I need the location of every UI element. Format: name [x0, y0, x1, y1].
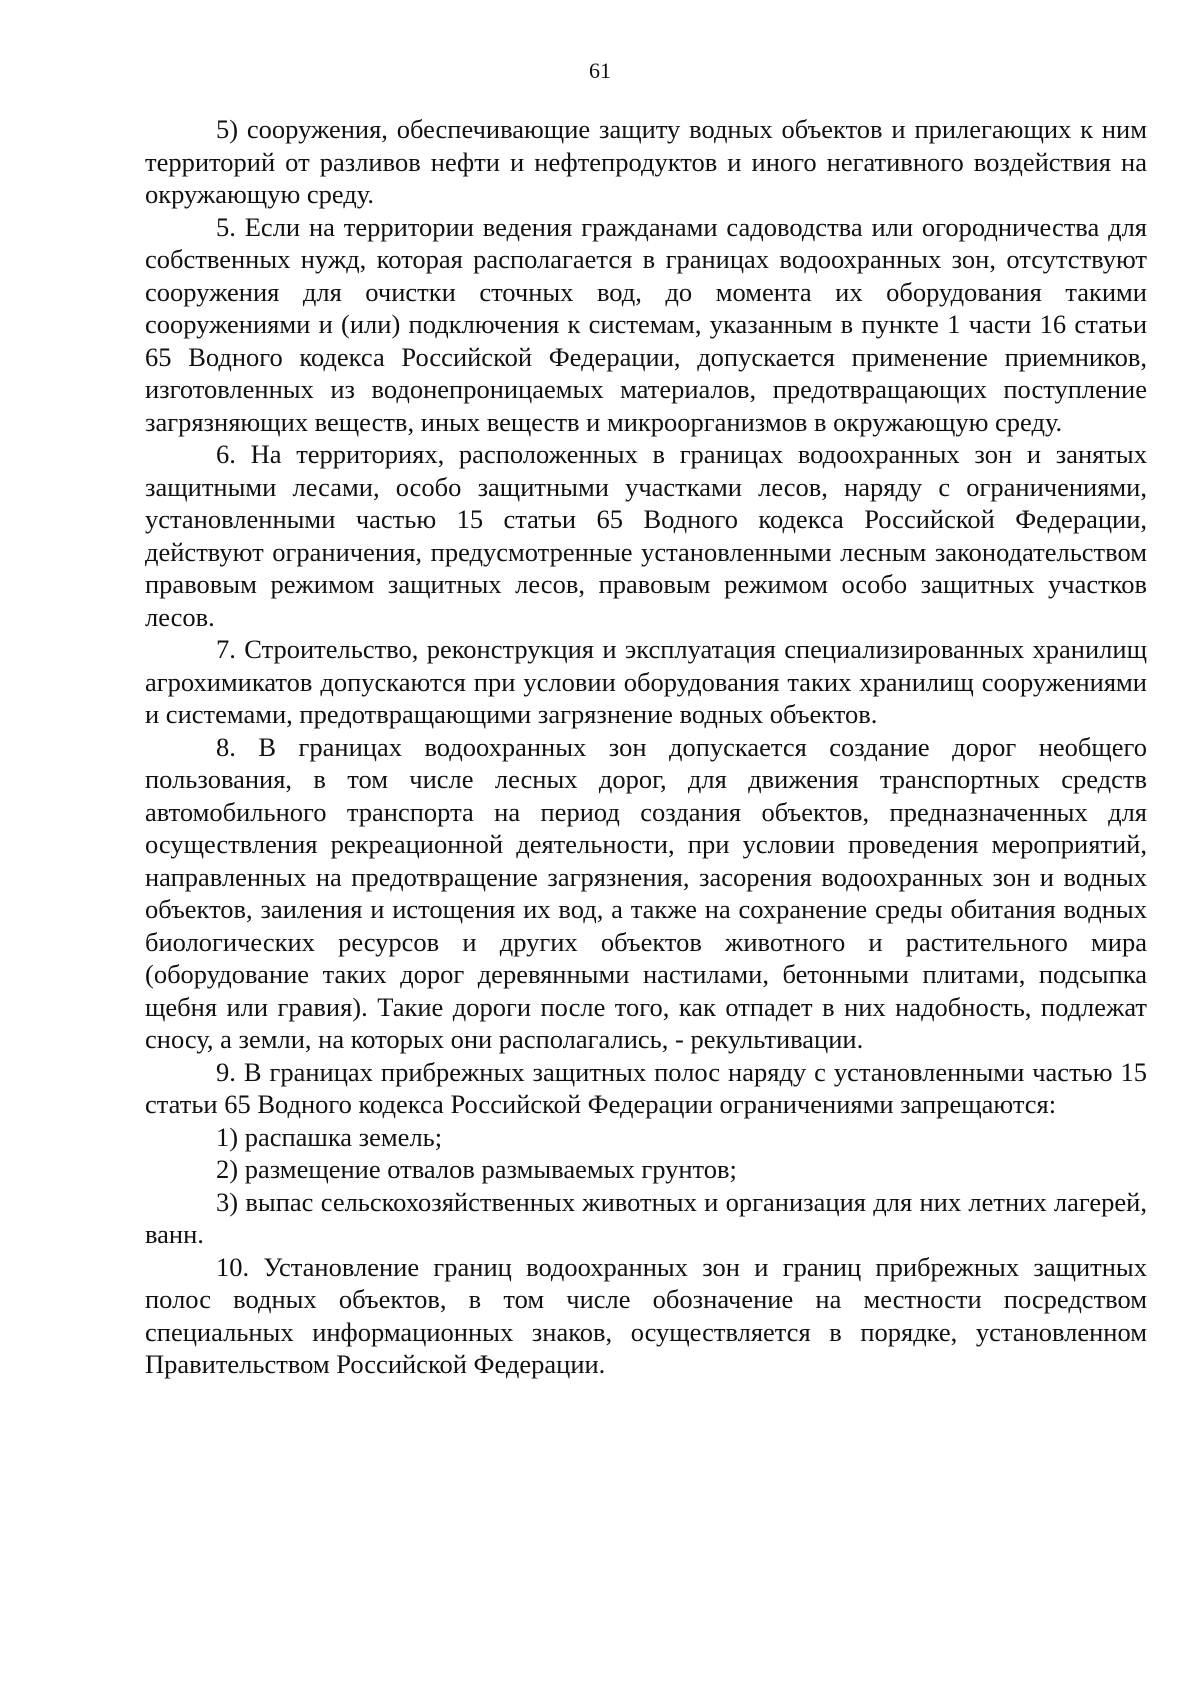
list-item-plowing: 1) распашка земель; — [216, 1121, 443, 1152]
paragraph-9-coastal-protective-strips: 9. В границах прибрежных защитных полос наряду с установленными частью 15 статьи 65 Водного кодекса Российской Федерации ограничениями запрещаются: — [145, 1056, 1147, 1119]
paragraph-item-5-protective-structures: 5) сооружения, обеспечивающие защиту водных объектов и прилегающих к ним территорий от разливов нефти и нефтепродуктов и иного негативного воздействия на окружающую среду. — [145, 114, 1147, 209]
page-number: 61 — [589, 58, 611, 83]
paragraph-10-boundary-establishment: 10. Установление границ водоохранных зон и границ прибрежных защитных полос водных объектов, в том числе обозначение на местности посредством специальных информационных знаков, осуществляется в порядке, установленном Правительством Российской Федерации. — [145, 1251, 1147, 1379]
list-item-soil-dumps: 2) размещение отвалов размываемых грунтов; — [216, 1154, 737, 1184]
document-body — [145, 113, 1147, 1381]
paragraph-6-protective-forests: 6. На территориях, расположенных в границах водоохранных зон и занятых защитными лесами, особо защитными участками лесов, наряду с ограничениями, установленными частью 15 статьи 65 Водного кодекса Российской Федерации, действуют ограничения, предусмотренные установленными лесным законодательством правовым режимом защитных лесов, правовым режимом особо защитных участков лесов. — [145, 439, 1147, 632]
list-item-grazing: 3) выпас сельскохозяйственных животных и организация для них летних лагерей, ванн. — [145, 1186, 1147, 1249]
paragraph-7-agrochemical-storage: 7. Строительство, реконструкция и эксплуатация специализированных хранилищ агрохимикатов допускаются при условии оборудования таких хранилищ сооружениями и системами, предотвращающими загрязнение водных объектов. — [145, 634, 1147, 729]
paragraph-5-gardening-territories: 5. Если на территории ведения гражданами садоводства или огородничества для собственных нужд, которая располагается в границах водоохранных зон, отсутствуют сооружения для очистки сточных вод, до момента их оборудования такими сооружениями и (или) подключения к системам, указанным в пункте 1 части 16 статьи 65 Водного кодекса Российской Федерации, допускается применение приемников, изготовленных из водонепроницаемых материалов, предотвращающих поступление загрязняющих веществ, иных веществ и микроорганизмов в окружающую среду. — [145, 211, 1147, 437]
paragraph-8-non-public-roads: 8. В границах водоохранных зон допускается создание дорог необщего пользования, в том числе лесных дорог, для движения транспортных средств автомобильного транспорта на период создания объектов, предназначенных для осуществления рекреационной деятельности, при условии проведения мероприятий, направленных на предотвращение загрязнения, засорения водоохранных зон и водных объектов, заиления и истощения их вод, а также на сохранение среды обитания водных биологических ресурсов и других объектов животного и растительного мира (оборудование таких дорог деревянными настилами, бетонными плитами, подсыпка щебня или гравия). Такие дороги после того, как отпадет в них надобность, подлежат сносу, а земли, на которых они располагались, - рекультивации. — [145, 731, 1147, 1054]
